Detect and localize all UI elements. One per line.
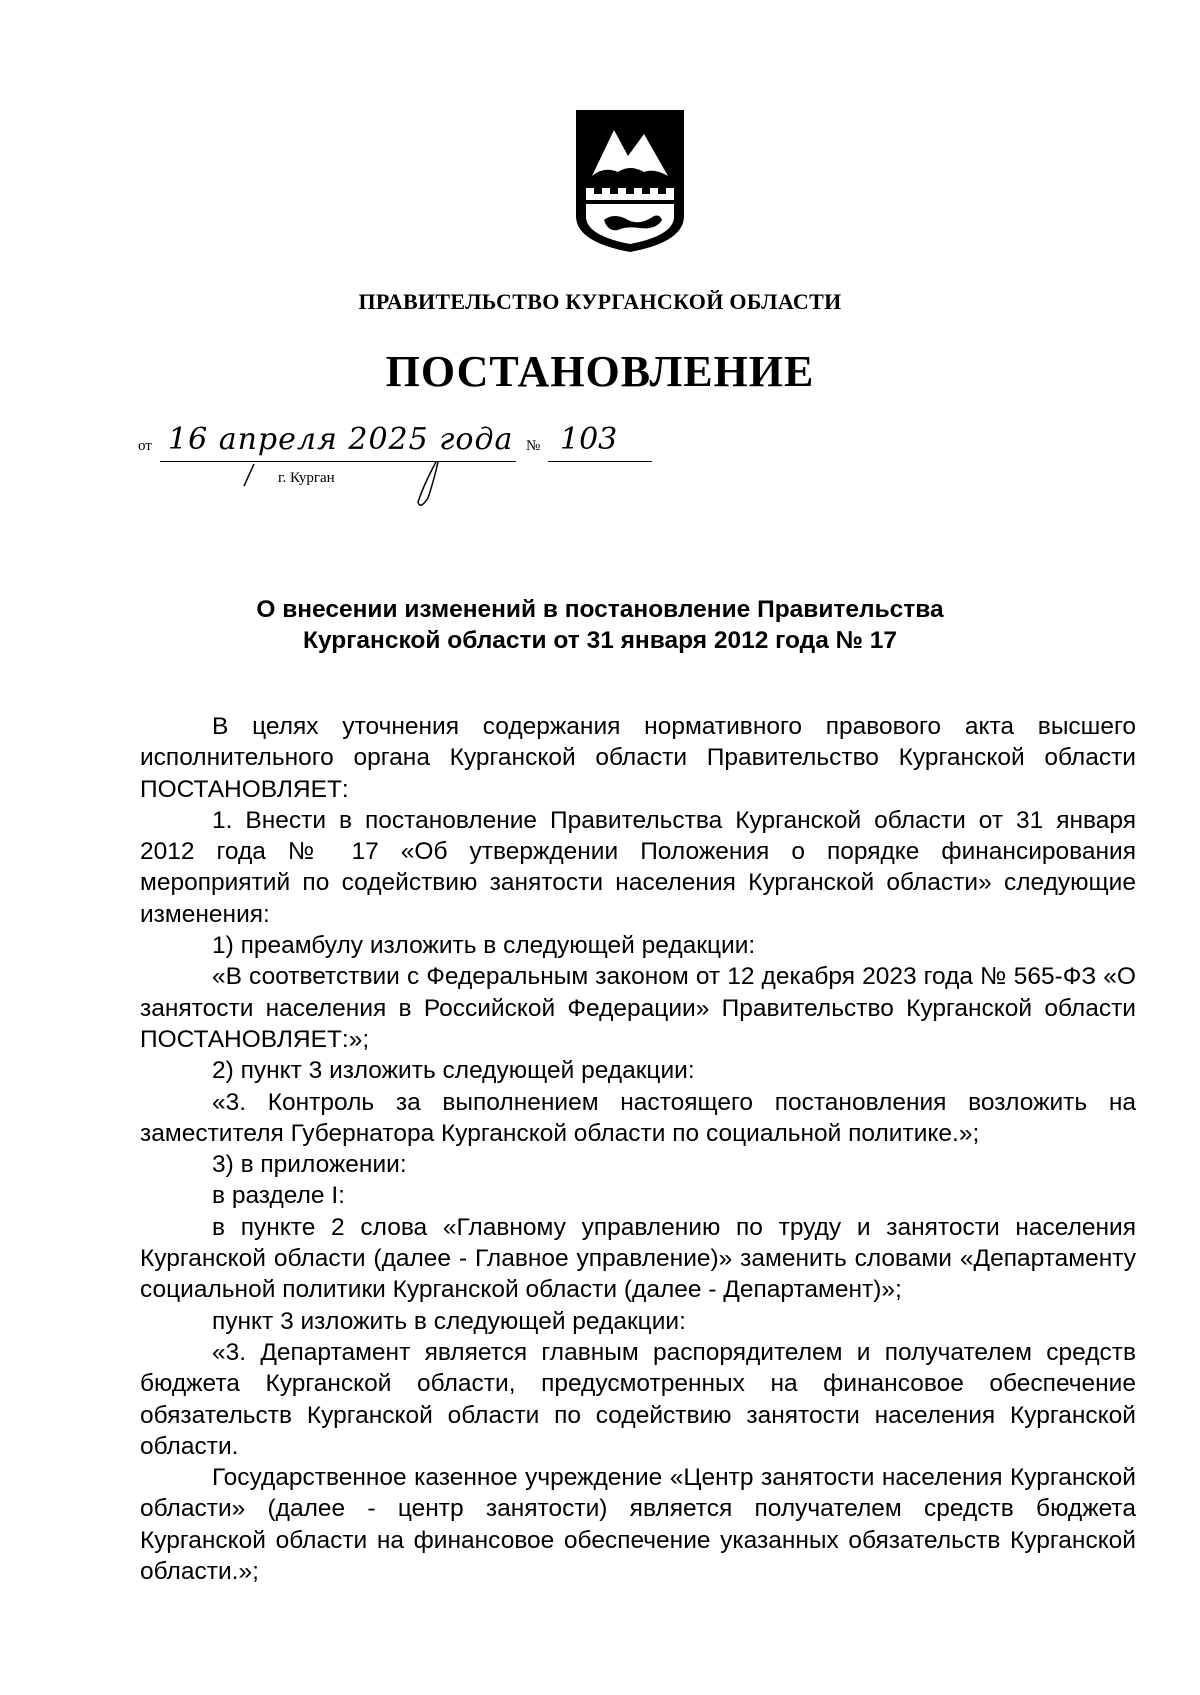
coat-of-arms-emblem (574, 108, 686, 254)
paragraph: «В соответствии с Федеральным законом от 12 декабря 2023 года № 565-ФЗ «О занятости населения в Российской Федерации» Правительство Курганской области ПОСТАНОВЛЯЕТ:»; (140, 963, 1136, 1053)
paragraph: «3. Контроль за выполнением настоящего постановления возложить на заместителя Губернатора Курганской области по социальной политике.»; (140, 1088, 1136, 1147)
paragraph: 1. Внести в постановление Правительства Курганской области от 31 января 2012 года № 17 «Об утверждении Положения о порядке финансирования мероприятий по содействию занятости населения Курганской области» следующие изменения: (140, 806, 1136, 928)
number-label: № (526, 438, 541, 454)
paragraph: в пункте 2 слова «Главному управлению по труду и занятости населения Курганской области (далее - Главное управление)» заменить словами «Департаменту социальной политики Курганской области (далее - Департамент)»; (140, 1213, 1136, 1304)
paragraph: В целях уточнения содержания нормативного правового акта высшего исполнительного органа Курганской области Правительство Курганской области ПОСТАНОВЛЯЕТ: (140, 713, 1136, 803)
title-line-1: О внесении изменений в постановление Правительства (256, 596, 944, 623)
authority-name: ПРАВИТЕЛЬСТВО КУРГАНСКОЙ ОБЛАСТИ (358, 289, 842, 314)
paragraph: «3. Департамент является главным распорядителем и получателем средств бюджета Курганской области, предусмотренных на финансовое обеспечение обязательств Курганской области по содействию занятости населения Курганской области. (140, 1338, 1136, 1460)
document-title (140, 594, 1060, 656)
handwritten-date: 16 апреля 2025 года (168, 422, 514, 457)
document-body (140, 711, 1136, 1587)
paragraph: 3) в приложении: (212, 1151, 407, 1179)
paragraph: пункт 3 изложить в следующей редакции: (212, 1307, 686, 1335)
title-line-2: Курганской области от 31 января 2012 года № 17 (302, 627, 898, 654)
date-number-line (138, 422, 658, 508)
paragraph: 1) преамбулу изложить в следующей редакции: (212, 932, 756, 960)
paragraph: в разделе I: (212, 1182, 345, 1210)
date-from-label: от (138, 438, 152, 454)
paragraph: Государственное казенное учреждение «Центр занятости населения Курганской области» (далее - центр занятости) является получателем средств бюджета Курганской области на финансовое обеспечение указанных обязательств Курганской области.»; (140, 1464, 1136, 1586)
paragraph: 2) пункт 3 изложить следующей редакции: (212, 1057, 695, 1085)
document-type: ПОСТАНОВЛЕНИЕ (385, 347, 815, 396)
city-label: г. Курган (278, 470, 335, 486)
handwritten-number: 103 (560, 422, 618, 457)
handwriting-stroke (138, 428, 658, 508)
